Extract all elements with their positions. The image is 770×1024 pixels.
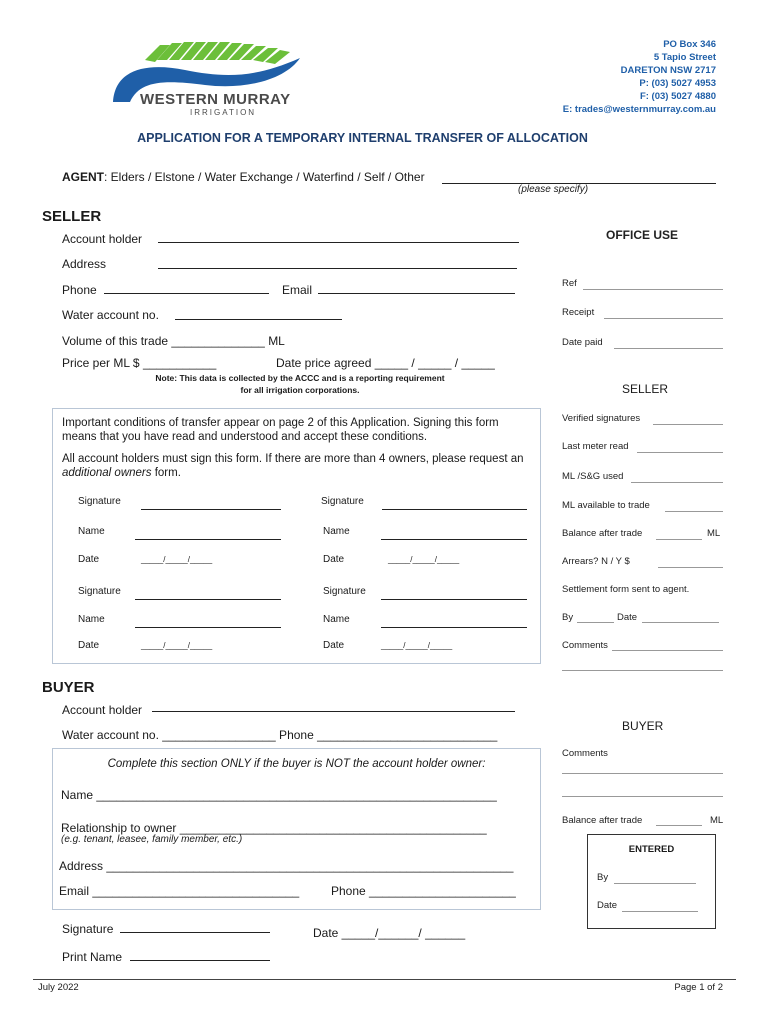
buyer-owner-phone[interactable]: Phone ______________________: [331, 884, 516, 898]
buyer-owner-email[interactable]: Email _______________________________: [59, 884, 300, 898]
office-buyer-balance-field[interactable]: [656, 825, 702, 826]
office-by-field[interactable]: [577, 622, 614, 623]
seller-volume-row: [62, 334, 285, 348]
owner2-signature-label: Signature: [321, 496, 364, 507]
agent-label: AGENT: [62, 170, 104, 184]
footer-date: July 2022: [38, 982, 79, 993]
office-date-label: Date: [617, 612, 638, 623]
office-last-meter-label: Last meter read: [562, 441, 629, 452]
office-balance-ml: ML: [707, 528, 721, 539]
seller-phone-label: Phone: [62, 283, 97, 297]
office-verified-field[interactable]: [653, 424, 723, 425]
seller-email-label: Email: [282, 283, 313, 297]
buyer-date[interactable]: Date _____/______/ ______: [313, 926, 466, 940]
buyer-heading: BUYER: [42, 679, 95, 696]
agent-options: : Elders / Elstone / Water Exchange / Waterfind / Self / Other: [104, 170, 425, 184]
buyer-account-holder-field[interactable]: [152, 711, 515, 712]
owner2-name-label: Name: [323, 526, 350, 537]
owner2-date-field[interactable]: _____/_____/_____: [388, 555, 460, 564]
entered-date-field[interactable]: [622, 911, 698, 912]
office-buyer-comments-label: Comments: [562, 748, 608, 759]
footer-page: Page 1 of 2: [674, 982, 723, 993]
office-ml-available-label: ML available to trade: [562, 500, 650, 511]
accc-note-line: for all irrigation corporations.: [240, 385, 360, 395]
conditions-text: Important conditions of transfer appear on page 2 of this Application. Signing this form means that you have read and understood and accept these conditions.: [62, 417, 499, 443]
owners-text-em: additional owners: [62, 467, 152, 479]
accc-note-line: Note: This data is collected by the ACCC and is a reporting requirement: [155, 373, 445, 383]
office-date-field[interactable]: [642, 622, 719, 623]
office-balance-after-field[interactable]: [656, 539, 702, 540]
agent-hint: (please specify): [518, 184, 589, 195]
office-date-paid-label: Date paid: [562, 337, 603, 348]
office-by-label: By: [562, 612, 574, 623]
office-comments-label: Comments: [562, 640, 608, 651]
owner3-signature-field[interactable]: [135, 599, 281, 600]
office-ref-field[interactable]: [583, 289, 723, 290]
address-line: PO Box 346: [663, 39, 716, 50]
office-ml-available-field[interactable]: [665, 511, 723, 512]
owner3-date-field[interactable]: _____/_____/_____: [141, 641, 213, 650]
seller-price-field[interactable]: ___________: [142, 356, 217, 370]
office-seller-title: SELLER: [622, 382, 669, 396]
logo-text: WESTERN MURRAY: [140, 91, 291, 108]
address-block: [476, 38, 716, 116]
address-line: 5 Tapio Street: [653, 52, 716, 63]
office-receipt-label: Receipt: [562, 307, 595, 318]
office-ml-sg-field[interactable]: [631, 482, 723, 483]
owner1-name-label: Name: [78, 526, 105, 537]
buyer-signature-label: Signature: [62, 922, 114, 936]
owner2-signature-field[interactable]: [382, 509, 527, 510]
owner1-date-label: Date: [78, 554, 100, 565]
seller-water-account-label: Water account no.: [62, 308, 159, 322]
entered-box: [587, 834, 716, 929]
entered-title: ENTERED: [628, 844, 675, 855]
seller-volume-unit: ML: [268, 334, 285, 348]
office-arrears-field[interactable]: [658, 567, 723, 568]
logo-subtext: IRRIGATION: [190, 108, 257, 117]
office-use-title: OFFICE USE: [606, 228, 679, 242]
owner4-date-label: Date: [323, 640, 345, 651]
buyer-relationship[interactable]: Relationship to owner ______________________________________________: [61, 821, 487, 835]
office-comments-field-2[interactable]: [562, 670, 723, 671]
buyer-complete-note: Complete this section ONLY if the buyer is NOT the account holder owner:: [107, 758, 486, 770]
owners-text-pre: All account holders must sign this form. If there are more than 4 owners, please request an: [62, 453, 524, 465]
address-line: DARETON NSW 2717: [620, 65, 716, 76]
owner1-signature-field[interactable]: [141, 509, 281, 510]
buyer-signature-field[interactable]: [120, 932, 270, 933]
seller-account-holder-field[interactable]: [158, 242, 519, 243]
office-buyer-balance-ml: ML: [710, 815, 724, 826]
office-buyer-comments-field-2[interactable]: [562, 796, 723, 797]
buyer-water-account-row[interactable]: Water account no. _________________ Phone ___________________________: [62, 728, 498, 742]
office-last-meter-field[interactable]: [637, 452, 723, 453]
entered-by-field[interactable]: [614, 883, 696, 884]
office-settlement-label: Settlement form sent to agent.: [562, 584, 690, 595]
owner1-date-field[interactable]: _____/_____/_____: [141, 555, 213, 564]
office-date-paid-field[interactable]: [614, 348, 723, 349]
address-line: F: (03) 5027 4880: [639, 91, 716, 102]
entered-date-label: Date: [597, 900, 618, 911]
office-verified-label: Verified signatures: [562, 413, 641, 424]
office-balance-after-label: Balance after trade: [562, 528, 643, 539]
owner3-signature-label: Signature: [78, 586, 121, 597]
seller-account-holder-label: Account holder: [62, 232, 143, 246]
office-buyer-balance-label: Balance after trade: [562, 815, 643, 826]
owner4-name-label: Name: [323, 614, 350, 625]
seller-volume-label: Volume of this trade: [62, 334, 169, 348]
owners-text: [62, 452, 527, 480]
office-ml-sg-label: ML /S&G used: [562, 471, 624, 482]
seller-date-agreed[interactable]: Date price agreed _____ / _____ / _____: [276, 356, 495, 370]
seller-address-field[interactable]: [158, 268, 517, 269]
buyer-relationship-hint: (e.g. tenant, leasee, family member, etc.): [61, 834, 243, 845]
office-buyer-title: BUYER: [622, 719, 664, 733]
owner4-signature-field[interactable]: [381, 599, 527, 600]
footer-divider: [33, 979, 736, 980]
seller-price-row: [62, 356, 216, 370]
seller-price-label: Price per ML $: [62, 356, 140, 370]
accc-note: [100, 372, 500, 396]
agent-row: [62, 170, 425, 184]
seller-phone-field[interactable]: [104, 293, 269, 294]
seller-email-field[interactable]: [318, 293, 515, 294]
office-receipt-field[interactable]: [604, 318, 723, 319]
owner2-date-label: Date: [323, 554, 345, 565]
office-arrears-label: Arrears? N / Y $: [562, 556, 630, 567]
owner3-name-label: Name: [78, 614, 105, 625]
owner2-name-field[interactable]: [381, 539, 527, 540]
seller-signature-box: [52, 408, 541, 664]
buyer-owner-name[interactable]: Name ____________________________________________________________: [61, 788, 497, 802]
owner1-signature-label: Signature: [78, 496, 121, 507]
owner4-signature-label: Signature: [323, 586, 366, 597]
address-line: E: trades@westernmurray.com.au: [562, 104, 716, 115]
address-line: P: (03) 5027 4953: [639, 78, 716, 89]
page-title: APPLICATION FOR A TEMPORARY INTERNAL TRANSFER OF ALLOCATION: [137, 131, 588, 145]
seller-heading: SELLER: [42, 208, 102, 225]
office-comments-field[interactable]: [612, 650, 723, 651]
owner3-name-field[interactable]: [135, 627, 281, 628]
buyer-account-holder-label: Account holder: [62, 703, 143, 717]
owner4-date-field[interactable]: _____/_____/_____: [381, 641, 453, 650]
owner1-name-field[interactable]: [135, 539, 281, 540]
office-ref-label: Ref: [562, 278, 577, 289]
entered-by-label: By: [597, 872, 609, 883]
owner4-name-field[interactable]: [381, 627, 527, 628]
buyer-owner-box: [52, 748, 541, 910]
seller-address-label: Address: [62, 257, 107, 271]
buyer-print-name-field[interactable]: [130, 960, 270, 961]
seller-volume-field[interactable]: ______________: [171, 334, 265, 348]
buyer-print-name-label: Print Name: [62, 950, 123, 964]
seller-water-account-field[interactable]: [175, 319, 342, 320]
owners-text-post: form.: [151, 467, 181, 479]
owner3-date-label: Date: [78, 640, 100, 651]
buyer-owner-address[interactable]: Address _____________________________________________________________: [59, 859, 514, 873]
office-buyer-comments-field-1[interactable]: [562, 773, 723, 774]
